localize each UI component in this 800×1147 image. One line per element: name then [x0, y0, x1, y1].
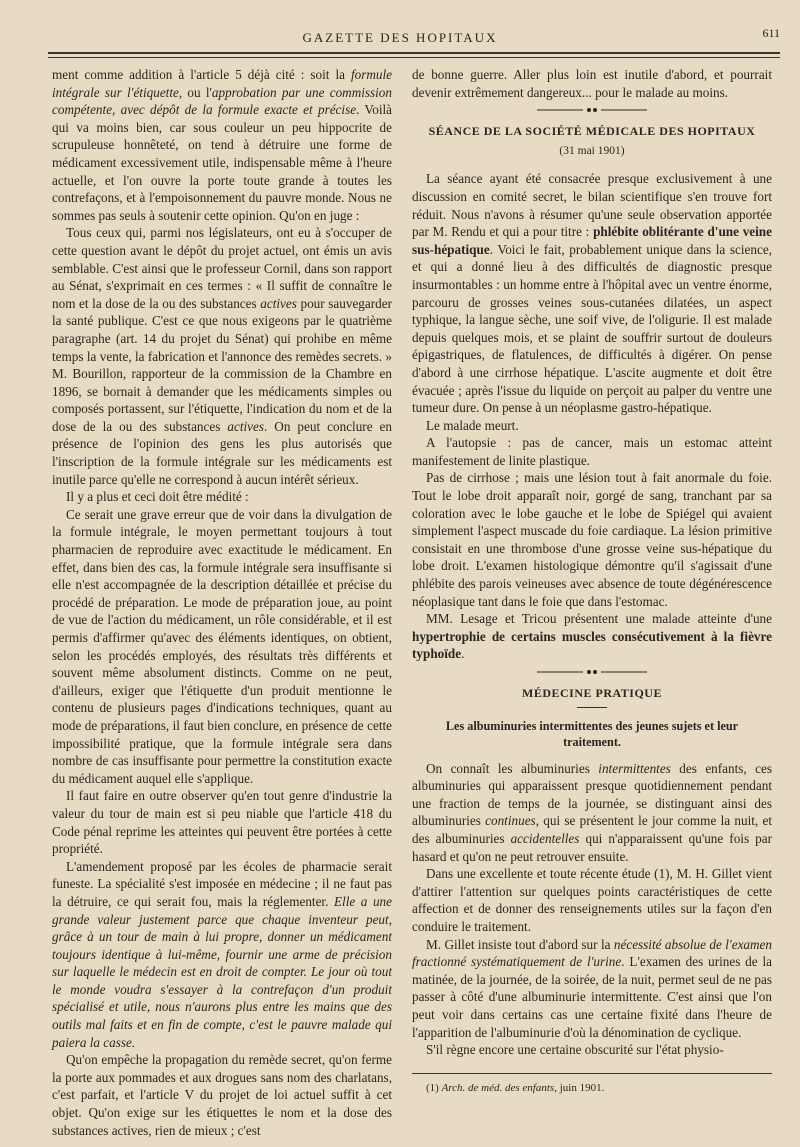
footnote: (1) Arch. de méd. des enfants, juin 1901. [426, 1081, 605, 1094]
section-date: (31 mai 1901) [559, 144, 625, 157]
paragraph: La séance ayant été consacrée presque exclusivement à une discussion en comité secret, le bilan scientifique s'en trouve fort réduit. Nous n'avons à résumer qu'une seule observation apportée par M. Rendu et qui a pour titre : phlébite oblitérante d'une veine sus-hépatique. Voici le fait, probablement unique dans la science, et qui a donné lieu à des difficultés de diagnostic presque insurmontables : un homme entre à l'hôpital avec un ventre énorme, parcouru de grosses veines sous-cutanées dilatées, un aspect typhique, la langue sèche, une soif vive, de l'oligurie. Il est malade depuis quelques mois, et se plaint de souffrir surtout de douleurs épigastriques, de flatulences, de difficultés à digérer. On pense d'abord à une cirrhose hépatique. L'ascite augmente et doit être évacuée ; après l'issue du liquide on perçoit au palper du ventre une tumeur dure. On pense à un néoplasme gastro-hépatique. [412, 171, 772, 416]
paragraph: MM. Lesage et Tricou présentent une malade atteinte d'une hypertrophie de certains muscles consécutivement à la fièvre typhoïde. [412, 611, 772, 662]
section-title: SÉANCE DE LA SOCIÉTÉ MÉDICALE DES HOPITAUX [428, 124, 756, 139]
paragraph: L'amendement proposé par les écoles de pharmacie serait funeste. La spécialité s'est imposée en médecine ; il ne faut pas la détruire, ce qui serait fou, mais la réglementer. Elle a une grande valeur justement parce que chaque inventeur peut, grâce à un tour de main à lui propre, donner un médicament toujours identique à lui-même, fournir une arme de précision sur laquelle le médecin est en droit de compter. Le jour où tout le monde voudra s'essayer à la contrefaçon d'un produit spécialisé et utile, nous n'aurons plus entre les mains que des outils mal faits et en fin de compte, c'est le pauvre malade qui paiera la casse. [52, 858, 392, 1050]
paragraph: Qu'on empêche la propagation du remède secret, qu'on ferme la porte aux pommades et aux drogues sans nom des charlatans, c'est parfait, et l'article V du projet de loi actuel suffit à cet objet. Qu'on exige sur les étiquettes le nom et la dose des substances actives, rien de mieux ; c'est [52, 1052, 392, 1138]
paragraph: Le malade meurt. [426, 417, 519, 433]
paragraph: M. Gillet insiste tout d'abord sur la nécessité absolue de l'examen fractionné systématiquement de l'urine. L'examen des urines de la matinée, de la journée, de la soirée, de la nuit, permet seul de ne pas passer à côté d'une albuminurie intermittente. C'est ainsi que l'on peut voir dans certains cas une certaine fixité dans l'heure de l'apparition de l'albuminurie d'où la dénomination de cyclique. [412, 936, 772, 1040]
paragraph: On connaît les albuminuries intermittentes des enfants, ces albuminuries qui apparaissent presque quotidiennement pendant une fraction de temps de la journée, se distinguant ainsi des albuminuries continues, qui se présentent le jour comme la nuit, et des albuminuries accidentelles qui n'apparaissent qu'une fois par hasard et qu'on ne peut retrouver ensuite. [412, 760, 773, 864]
left-column [52, 66, 392, 1139]
short-rule [577, 707, 607, 708]
header-rule-thin [48, 57, 780, 58]
paragraph: Pas de cirrhose ; mais une lésion tout à fait anormale du foie. Tout le lobe droit apparaît noir, gorgé de sang, tranchant par sa coloration avec le lobe gauche et le lobe de Spiégel qui avaient simplement l'aspect muscade du foie cardiaque. La lésion primitive consistait en une thrombose d'une grosse veine sus-hépatique du lobe droit. L'examen histologique démontre qu'il s'agissait d'une phlébite des parois veineuses avec absence de toute dégénérescence néoplasique tant dans le foie que dans l'estomac. [412, 470, 772, 609]
paragraph: de bonne guerre. Aller plus loin est inutile d'abord, et pourrait devenir extrêmement dangereux... pour le malade au moins. [412, 67, 772, 100]
paragraph: Dans une excellente et toute récente étude (1), M. H. Gillet vient d'attirer l'attention sur quelques points caractéristiques de cette affection et de donner des renseignements utiles sur la façon d'en conduire le traitement. [412, 866, 772, 934]
ornament-divider [537, 107, 647, 113]
article-title: Les albuminuries intermittentes des jeunes sujets et leur traitement. [445, 718, 739, 749]
paragraph: A l'autopsie : pas de cancer, mais un estomac atteint manifestement de linite plastique. [412, 435, 772, 468]
right-column [412, 66, 772, 1097]
paragraph: ment comme addition à l'article 5 déjà cité : soit la formule intégrale sur l'étiquette, ou l'approbation par une commission compétente, avec dépôt de la formule exacte et précise. Voilà qui va moins bien, car sous couleur un peu hippocrite de scrupuleuse honnêteté, on tend à détruire une forme de médicament excessivement utile, indispensable même à l'heure actuelle, et l'on ouvre la porte toute grande à toutes les contrefaçons, et à l'empoisonnement du pauvre monde. Nous ne sommes pas seuls à soutenir cette opinion. Qu'on en juge : [52, 67, 393, 223]
header-rule [48, 52, 780, 54]
ornament-divider [502, 669, 682, 675]
paragraph: Tous ceux qui, parmi nos législateurs, ont eu à s'occuper de cette question avant le dépôt du projet actuel, ont émis un avis semblable. C'est ainsi que le professeur Cornil, dans son rapport au Sénat, s'exprimait en ces termes : « Il suffit de connaître le nom et la dose de la ou des substances actives pour sauvegarder la santé publique. C'est ce que nous exigeons par le quatrième paragraphe (art. 14 du projet du Sénat) qui prohibe en même temps la vente, la fabrication et l'annonce des remèdes secrets. » M. Bourillon, rapporteur de la commission de la Chambre en 1896, se bornait à demander que les médicaments simples ou composés portassent, sur l'étiquette, l'indication du nom et de la dose de la ou des substances actives. On peut conclure en présence de l'opinion des gens les plus autorisés que l'inscription de la formule intégrale sur les médicaments est inutile parce qu'elle ne correspond à aucun intérêt sérieux. [52, 225, 392, 487]
paragraph: Ce serait une grave erreur que de voir dans la divulgation de la formule intégrale, le moyen permettant toujours à tout pharmacien de reproduire avec exactitude le médicament. En effet, dans bien des cas, la formule intégrale sera insuffisante si elle n'est accompagnée de la description détaillée et précise du procédé de préparation. Le mode de préparation joue, au point de vue de l'action du médicament, un rôle considérable, et il est permis d'affirmer qu'avec des éléments identiques, on obtient, selon les procédés employés, des résultats très différents et souvent même absolument distincts. Comme on ne peut, d'ailleurs, exiger que l'étiquette d'un produit mentionne le contenu de plusieurs pages d'indications techniques, quant au mode de préparations, il faut bien conclure, en présence de cette impossibilité pratique, que la formule intégrale sera dans nombre de cas insuffisante pour permettre la constitution exacte du médicament auquel elle s'applique. [52, 506, 392, 786]
paragraph: Il faut faire en outre observer qu'en tout genre d'industrie la valeur du tour de main est si peu niable que l'article 418 du Code pénal reprime les atteintes qui peuvent être portées à cette propriété. [52, 788, 392, 857]
paragraph: Il y a plus et ceci doit être médité : [66, 489, 249, 505]
footnote-rule [412, 1073, 772, 1074]
page-number: 611 [762, 26, 780, 40]
section-title: MÉDECINE PRATIQUE [522, 686, 662, 700]
paragraph: S'il règne encore une certaine obscurité sur l'état physio- [426, 1042, 724, 1058]
running-header: GAZETTE DES HOPITAUX [302, 30, 498, 45]
